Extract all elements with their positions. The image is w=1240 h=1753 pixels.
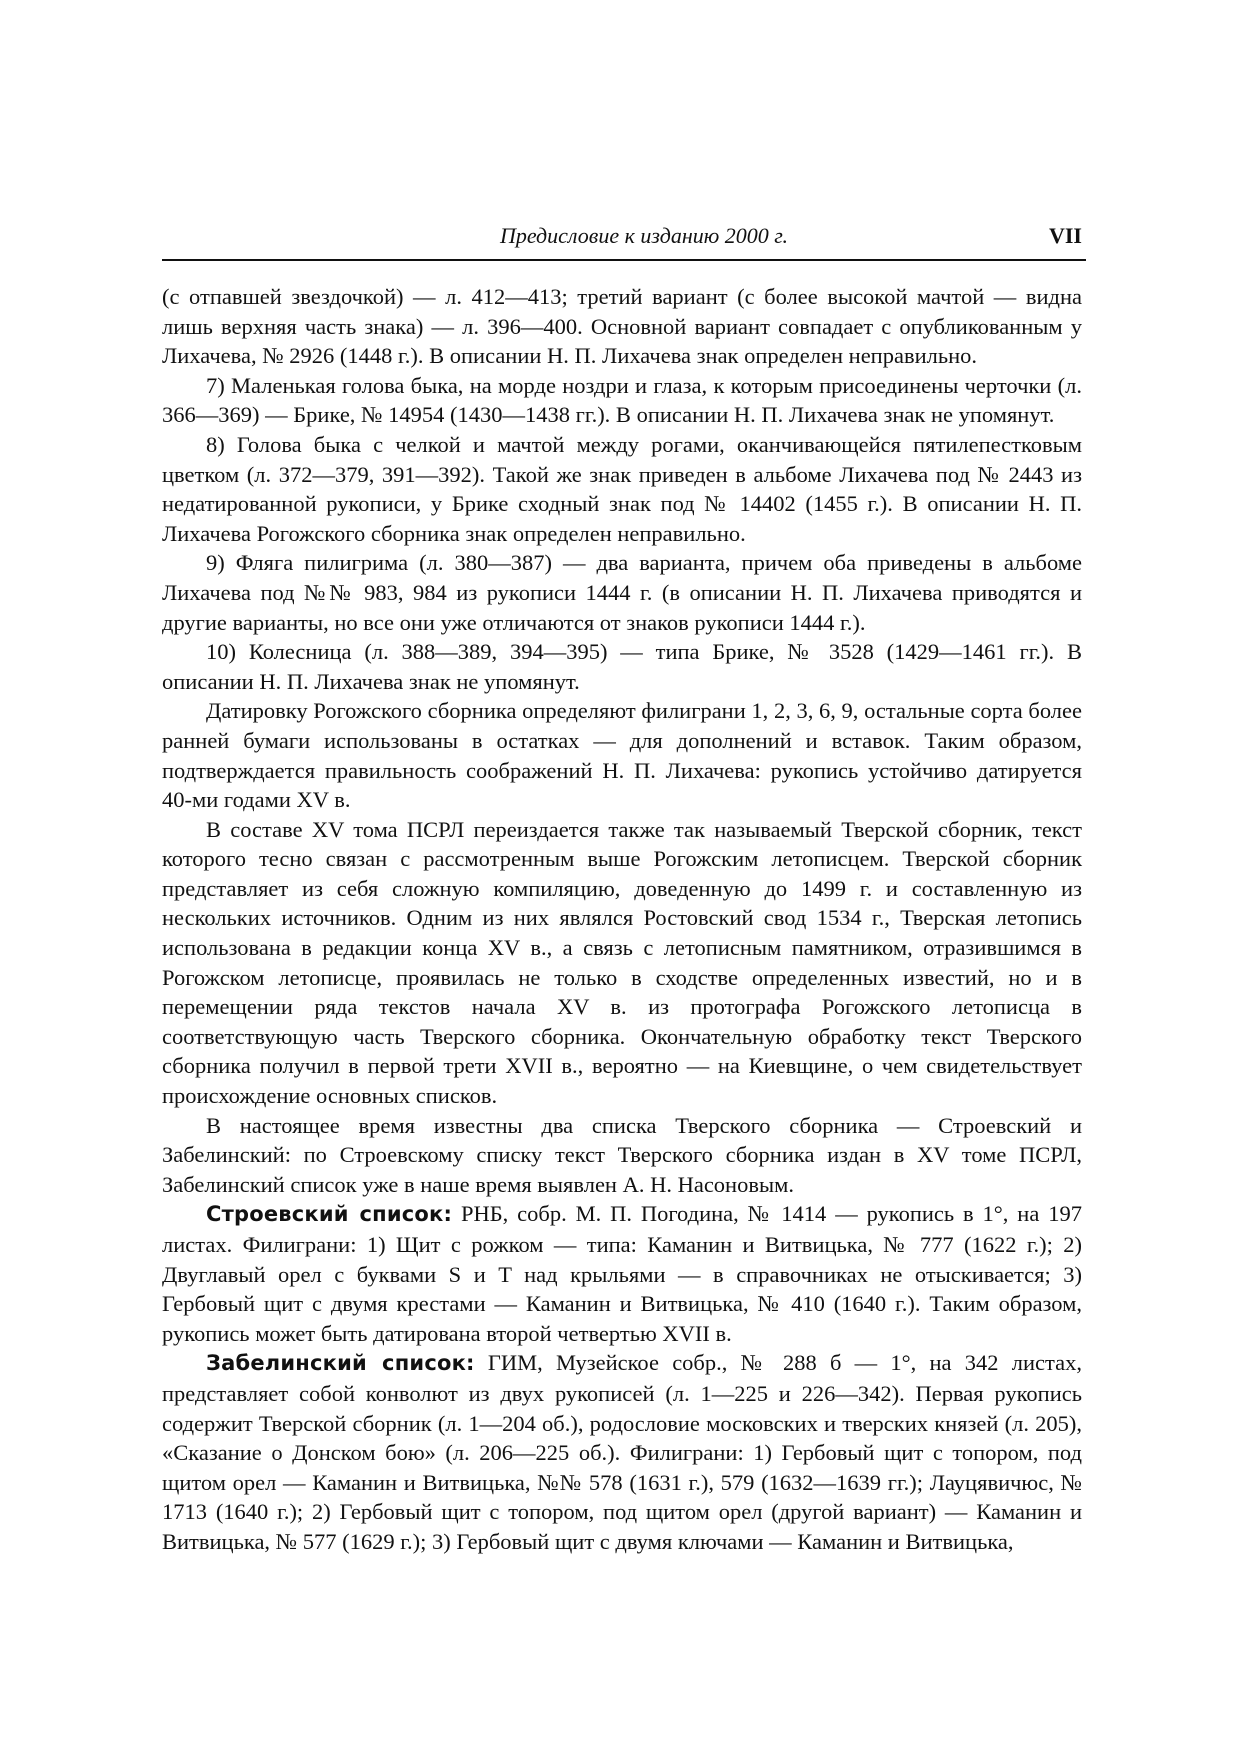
body-text bbox=[162, 282, 1082, 1557]
paragraph-tver-compilation: В составе XV тома ПСРЛ переиздается также так называемый Тверской сборник, текст которого тесно связан с рассмотренным выше Рогожским летописцем. Тверской сборник представляет из себя сложную компиляцию, доведенную до 1499 г. и составленную из нескольких источников. Одним из них являлся Ростовский свод 1534 г., Тверская летопись использована в редакции конца XV в., а связь с летописным памятником, отразившимся в Рогожском летописце, проявилась не только в сходстве определенных известий, но и в перемещении ряда текстов начала XV в. из протографа Рогожского летописца в соответствующую часть Тверского сборника. Окончательную обработку текст Тверского сборника получил в первой трети XVII в., вероятно — на Киевщине, о чем свидетельствует происхождение основных списков. bbox=[162, 816, 1082, 1109]
running-title: Предисловие к изданию 2000 г. bbox=[499, 223, 789, 248]
paragraph-item-10: 10) Колесница (л. 388—389, 394—395) — типа Брике, № 3528 (1429—1461 гг.). В описании Н. П. Лихачева знак не упомянут. bbox=[162, 639, 1082, 694]
paragraph-item-9: 9) Фляга пилигрима (л. 380—387) — два варианта, причем оба приведены в альбоме Лихачева под №№ 983, 984 из рукописи 1444 г. (в описании Н. П. Лихачева приводятся и другие варианты, но все они уже отличаются от знаков рукописи 1444 г.). bbox=[162, 550, 1082, 635]
paragraph-stroevsky-copy bbox=[162, 1199, 1082, 1348]
zabelinsky-text: ГИМ, Музейское собр., № 288 б — 1°, на 342 листах, представляет собой конволют из двух рукописей (л. 1—225 и 226—342). Первая рукопись содержит Тверской сборник (л. 1—204 об.), родословие московских и тверских князей (л. 205), «Сказание о Донском бою» (л. 206—225 об.). Филиграни: 1) Гербовый щит с топором, под щитом орел — Каманин и Витвицька, №№ 578 (1631 г.), 579 (1632—1639 гг.); Лауцявичюс, № 1713 (1640 г.); 2) Гербовый щит с топором, под щитом орел (другой вариант) — Каманин и Витвицька, № 577 (1629 г.); 3) Гербовый щит с двумя ключами — Каманин и Витвицька, bbox=[162, 1350, 1082, 1554]
stroevsky-lead: Строевский список: bbox=[206, 1202, 453, 1227]
paragraph-zabelinsky-copy bbox=[162, 1348, 1082, 1556]
running-header bbox=[162, 222, 1086, 256]
stroevsky-text: РНБ, собр. М. П. Погодина, № 1414 — рукопись в 1°, на 197 листах. Филиграни: 1) Щит с рожком — типа: Каманин и Витвицька, № 777 (1622 г.); 2) Двуглавый орел с буквами S и T над крыльями — в справочниках не отыскивается; 3) Гербовый щит с двумя крестами — Каманин и Витвицька, № 410 (1640 г.). Таким образом, рукопись может быть датирована второй четвертью XVII в. bbox=[162, 1201, 1082, 1346]
paragraph-item-7: 7) Маленькая голова быка, на морде ноздри и глаза, к которым присоединены черточки (л. 366—369) — Брике, № 14954 (1430—1438 гг.). В описании Н. П. Лихачева знак не упомянут. bbox=[162, 372, 1082, 428]
zabelinsky-lead: Забелинский список: bbox=[206, 1351, 475, 1376]
page-number: VII bbox=[1048, 223, 1082, 248]
paragraph-item-8: 8) Голова быка с челкой и мачтой между рогами, оканчивающейся пятилепестковым цветком (л. 372—379, 391—392). Такой же знак приведен в альбоме Лихачева под № 2443 из недатированной рукописи, у Брике сходный знак под № 14402 (1455 г.). В описании Н. П. Лихачева Рогожского сборника знак определен неправильно. bbox=[162, 431, 1082, 546]
header-rule bbox=[162, 259, 1086, 261]
paragraph-dating: Датировку Рогожского сборника определяют филиграни 1, 2, 3, 6, 9, остальные сорта более ранней бумаги использованы в остатках — для дополнений и вставок. Таким образом, подтверждается правильность соображений Н. П. Лихачева: рукопись устойчиво датируется 40-ми годами XV в. bbox=[162, 698, 1082, 813]
paragraph-two-copies: В настоящее время известны два списка Тверского сборника — Строевский и Забелинский: по Строевскому списку текст Тверского сборника издан в XV томе ПСРЛ, Забелинский список уже в наше время выявлен А. Н. Насоновым. bbox=[162, 1112, 1082, 1197]
paragraph-continuation: (с отпавшей звездочкой) — л. 412—413; третий вариант (с более высокой мачтой — видна лишь верхняя часть знака) — л. 396—400. Основной вариант совпадает с опубликованным у Лихачева, № 2926 (1448 г.). В описании Н. П. Лихачева знак определен неправильно. bbox=[162, 284, 1082, 369]
